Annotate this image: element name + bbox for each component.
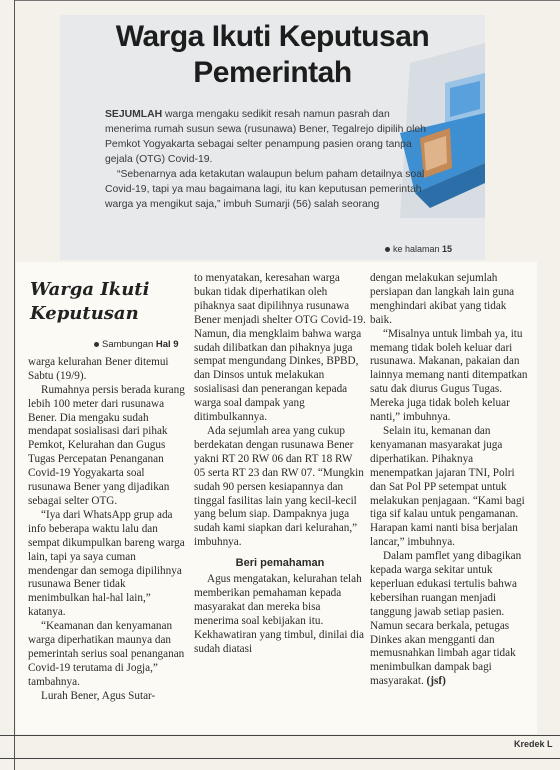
col3-paragraph [370,550,530,689]
headline-line-1: Warga Ikuti Keputusan [115,20,430,53]
ref-label: ke halaman [393,244,440,254]
column-3 [370,272,530,689]
col1-paragraph: “Iya dari WhatsApp grup ada info beberapa waktu lalu dan sempat dikumpulkan bareng warga lain, tapi ya saya cuman mendengar dan semoga dipilihnya rusunawa Bener tidak menimbulkan hal-hal lain,” katanya. [28,508,185,619]
col3-paragraph: Selain itu, kemanan dan kenyamanan masyarakat juga diperhatikan. Pihaknya menempatkan jajaran TNI, Polri dan Sat Pol PP setempat untuk melakukan penjagaan. “Kami bagi tiga sif kalau untuk pengamanan. Harapan kami nanti bisa berjalan lancar,” imbuhnya. [370,424,525,549]
sambungan-label: Sambungan [102,339,154,350]
top-paragraph-2: “Sebenarnya ada ketakutan walaupun belum paham detailnya soal Covid-19, tapi ya mau bagaimana lagi, itu kan keputusan pemerintah warga ya mengikut saja,” imbuh Sumarji (56) salah seorang [105,169,425,210]
frame-bottom-line-2 [0,758,560,759]
col1-paragraph: Lurah Bener, Agus Sutar- [41,689,156,702]
bullet-icon [94,342,99,347]
col3-last-text: Dalam pamflet yang dibagikan kepada warga sekitar untuk keperluan edukasi tertulis bahwa kebersihan ruangan menjadi tanggung jawab setiap pasien. Namun secara berkala, petugas Dinkes akan mengganti dan memusnahkan limbah agar tidak menimbulkan dampak bagi masyarakat. [370,550,522,688]
lead-word: SEJUMLAH [105,109,163,120]
col2-paragraph: Agus mengatakan, kelurahan telah memberikan pemahaman kepada masyarakat dan mereka bisa menerima soal kebijakan itu. Kekhawatiran yang timbul, dinilai dia sudah diatasi [194,573,364,655]
col1-paragraph: Rumahnya persis berada kurang lebih 100 meter dari rusunawa Bener. Dia mengaku sudah mendapat sosialisasi dari pihak Pemkot, Kelurahan dan Gugus Tugas Percepatan Penanganan Covid-19 Yogyakarta soal rusunawa Bener yang dijadikan sebagai selter OTG. [28,383,185,507]
sambungan-page: Hal 9 [155,339,179,350]
continued-reference [385,244,452,254]
headline-line-2: Pemerintah [193,56,352,89]
col2-paragraph: to menyatakan, keresahan warga bukan tidak diperhatikan oleh pihaknya saat dipilihnya rusunawa Bener menjadi shelter OTG Covid-19. Namun, dia mengklaim bahwa warga sudah dilibatkan dan pihaknya juga sempat mengundang Dinkes, BPBD, dan Dinsos untuk melakukan sosialisasi dan penerangan kepada warga soal dampak yang ditimbulkannya. [194,272,366,424]
ref-page: 15 [442,244,453,254]
top-article-body [105,107,435,212]
frame-top-line [14,0,560,1]
subheading: Beri pemahaman [235,557,325,570]
continuation-title-line-2: Keputusan [30,303,139,324]
column-2 [194,272,366,656]
corner-text: Kredek L [514,739,553,749]
bullet-icon [385,247,390,252]
column-1 [28,262,188,704]
col1-paragraph: “Keamanan dan kenyamanan warga diperhatikan maunya dan pemerintah serius soal penanganan Covid-19 terutama di Jogja,” tambahnya. [28,620,185,688]
col1-paragraph: warga kelurahan Bener ditemui Sabtu (19/9). [28,355,169,382]
continued-from [94,338,188,352]
col3-paragraph: dengan melakukan sejumlah persiapan dan langkah lain guna menghindari akibat yang tidak baik. [370,272,515,326]
top-paragraph-1 [105,107,435,167]
top-paragraph-1-text: warga mengaku sedikit resah namun pasrah dan menerima rumah susun sewa (rusunawa) Bener, Tegalrejo dipilih oleh Pemkot Yogyakarta sebagai selter penampung pasien orang tanpa gejala (OTG) Covid-19. [105,109,426,165]
byline: (jsf) [426,675,446,688]
col2-paragraph: Ada sejumlah area yang cukup berdekatan dengan rusunawa Bener yakni RT 20 RW 06 dan RT 18 RW 05 serta RT 23 dan RW 07. “Mungkin sudah 90 persen kesiapannya dan tinggal fasilitas lain yang kecil-kecil yang belum siap. Dampaknya juga sudah kami siapkan dari kelurahan,” imbuhnya. [194,424,364,549]
continuation-title-line-1: Warga Ikuti [30,279,150,300]
bottom-clipping [16,262,537,734]
frame-bottom-line [0,735,560,736]
continuation-title [30,278,188,326]
frame-left-line [14,0,15,770]
top-clipping [60,15,485,260]
col3-paragraph: “Misalnya untuk limbah ya, itu memang tidak boleh keluar dari rusunawa. Makanan, pakaian dan lainnya memang nanti ditempatkan satu dak diurus Gugus Tugas. Mereka juga tidak boleh keluar nanti,” imbuhnya. [370,327,528,424]
headline [60,19,485,91]
